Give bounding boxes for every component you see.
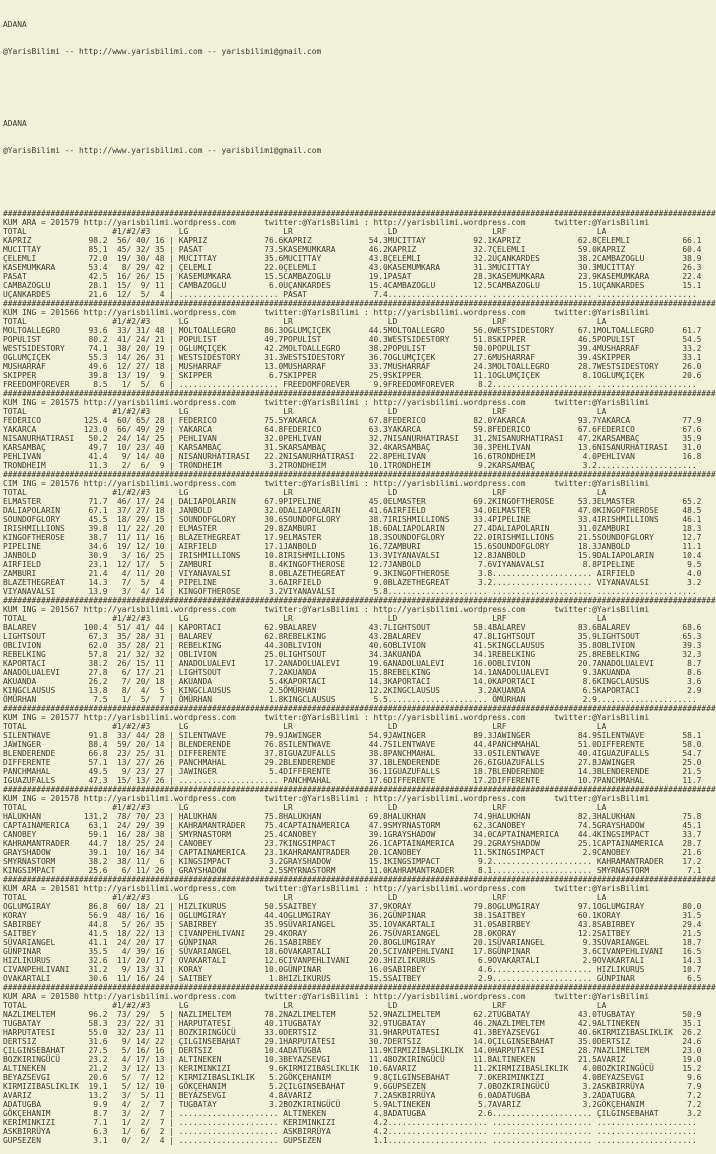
data-row: JAWINGER 88.4 59/ 20/ 14 | BLENDERENDE 76.8SILENTWAVE 44.7SILENTWAVE 44.4PANCHMAHAL 51.0DIFFERENTE 58.0 <box>3 740 702 749</box>
data-row: HIZLIKURUS 32.6 11/ 20/ 17 | OVAKARTALI 12.6CIVANPEHLIVANI 20.3HIZLIKURUS 6.9OVAKARTALI 2.9OVAKARTALI 14.3 <box>3 956 702 965</box>
data-row: KINGSIMPACT 25.6 6/ 11/ 26 | GRAYSHADOW 2.5SMYRNASTORM 11.0KAHRAMANTRADER 8.1..................... SMYRNASTORM 7.1 <box>3 866 702 875</box>
block-header: KUM ING = 201567 http://yarisbilimi.wordpress.com twitter:@YarisBilimi : http://yarisbilimi.wordpress.com twitter:@YarisBilimi <box>3 605 650 614</box>
data-row: ÇILGINSEBAHAT 27.5 5/ 16/ 16 | DERTSIZ 10.4ADATUGBA 11.9KIRMIZIBASLIKLIK 14.0HARPUTATESI 28.7NAZLIMELTEM 23.0 <box>3 1046 702 1055</box>
data-row: CIVANPEHLIVANI 31.2 9/ 13/ 31 | KORAY 10.0GÜNPINAR 16.0SABIRBEY 4.6..................... HIZLIKURUS 10.7 <box>3 965 702 974</box>
data-row: SILENTWAVE 91.8 33/ 44/ 28 | SILENTWAVE 79.9JAWINGER 54.9JAWINGER 89.3JAWINGER 84.9SILENTWAVE 58.1 <box>3 731 702 740</box>
data-row: HARPUTATESI 55.0 32/ 23/ 11 | BOZKIRINGÜCÜ 33.0DERTSIZ 31.9HARPUTATESI 41.3BEYAZSEVGI 40.6KIRMIZIBASLIKLIK 26.2 <box>3 1028 702 1037</box>
byline-repeat: @YarisBilimi -- http://www.yarisbilimi.com -- yarisbilimi@gmail.com <box>3 146 322 155</box>
data-row: MOLTOALLEGRO 93.6 33/ 31/ 48 | MOLTOALLEGRO 86.3OGLUMÇIÇEK 44.5MOLTOALLEGRO 56.0WESTSIDESTORY 67.1MOLTOALLEGRO 61.7 <box>3 326 702 335</box>
data-row: GÖKÇEHANIM 8.7 3/ 2/ 7 | ..................... ALTINEKEN 4.8ADATUGBA 2.6..................... ÇILGINSEBAHAT 3.2 <box>3 1109 702 1118</box>
column-header-row: TOTAL #1/#2/#3 LG LR LD LRF LA <box>3 722 607 731</box>
data-row: ZAMBURI 21.4 4/ 11/ 20 | VIYANAVALSI 8.0BLAZETHEGREAT 9.3KINGOFTHEROSE 3.8..................... AIRFIELD 4.0 <box>3 569 702 578</box>
data-row: HALUKHAN 131.2 78/ 70/ 23 | HALUKHAN 75.8HALUKHAN 69.8HALUKHAN 74.9HALUKHAN 82.3HALUKHAN 75.8 <box>3 812 702 821</box>
data-row: KAPRIZ 98.2 56/ 40/ 16 | KAPRIZ 76.6KAPRIZ 54.3MUCITTAY 92.1KAPRIZ 62.8ÇELEMLI 66.1 <box>3 236 702 245</box>
data-row: DIFFERENTE 57.1 13/ 27/ 26 | PANCHMAHAL 29.2BLENDERENDE 37.1BLENDERENDE 26.6IGUAZUFALLS 27.8JAWINGER 25.0 <box>3 758 702 767</box>
race-block <box>3 596 716 704</box>
data-row: UÇANKARDES 21.6 12/ 5/ 4 | ..................... PASAT 7.4..................... ..................... ..................... <box>3 290 702 299</box>
data-row: FEDERICO 125.4 60/ 65/ 28 | FEDERICO 75.5YAKARCA 67.8FEDERICO 82.0YAKARCA 93.7YAKARCA 77.9 <box>3 416 702 425</box>
block-header: KUM ARA = 201580 http://yarisbilimi.wordpress.com twitter:@YarisBilimi : http://yarisbilimi.wordpress.com twitter:@YarisBilimi <box>3 992 650 1001</box>
track-name: ADANA <box>3 20 27 29</box>
separator-line: ###################################################################################################################################################### <box>3 875 716 884</box>
data-row: BEYAZSEVGI 20.6 5/ 7/ 12 | KIRMIZIBASLIKLIK 5.2GÖKÇEHANIM 9.8ÇILGINSEBAHAT 7.0KERIMINKIZI 4.0BEYAZSEVGI 9.6 <box>3 1073 702 1082</box>
block-header: KUM ARA = 201581 http://yarisbilimi.wordpress.com twitter:@YarisBilimi : http://yarisbilimi.wordpress.com twitter:@YarisBilimi <box>3 884 650 893</box>
data-row: PEHLIVAN 41.4 9/ 14/ 40 | NISANURHATIRASI 22.2NISANURHATIRASI 22.8PEHLIVAN 16.6TRONDHEIM 4.0PEHLIVAN 16.8 <box>3 452 702 461</box>
data-row: NAZLIMELTEM 96.2 73/ 29/ 5 | NAZLIMELTEM 78.2NAZLIMELTEM 52.9NAZLIMELTEM 62.2TUGBATAY 43.0TUGBATAY 50.9 <box>3 1010 702 1019</box>
data-row: MUSHARRAF 49.6 12/ 27/ 18 | MUSHARRAF 13.0MUSHARRAF 33.7MUSHARRAF 24.3MOLTOALLEGRO 28.7WESTSIDESTORY 26.0 <box>3 362 702 371</box>
data-row: KORAY 56.9 48/ 16/ 16 | OGLUMGIRAY 44.4OGLUMGIRAY 36.2GÜNPINAR 38.1SAITBEY 60.1KORAY 31.5 <box>3 911 702 920</box>
data-row: TUGBATAY 58.3 23/ 22/ 31 | HARPUTATESI 40.1TUGBATAY 32.9TUGBATAY 46.2NAZLIMELTEM 42.9ALTINEKEN 35.1 <box>3 1019 702 1028</box>
data-row: ANADOLUALEVI 27.8 6/ 17/ 21 | LIGHTSOUT 7.2AKUANDA 15.8REBELKING 14.1ANADOLUALEVI 9.3AKUANDA 8.6 <box>3 668 702 677</box>
separator-line: ###################################################################################################################################################### <box>3 470 716 479</box>
data-row: ALTINEKEN 21.2 3/ 12/ 13 | KERIMINKIZI 9.6KIRMIZIBASLIKLIK 10.6AVARIZ 11.2KIRMIZIBASLIKLIK 4.0BOZKIRINGÜCÜ 15.2 <box>3 1064 702 1073</box>
data-row: KARSAMBAÇ 49.7 10/ 23/ 40 | KARSAMBAÇ 31.5KARSAMBAÇ 32.4KARSAMBAÇ 30.3PEHLIVAN 13.6NISANURHATIRASI 31.0 <box>3 443 702 452</box>
separator-line: ###################################################################################################################################################### <box>3 299 716 308</box>
data-row: VIYANAVALSI 13.9 3/ 4/ 14 | KINGOFTHEROSE 3.2VIYANAVALSI 5.8..................... ..................... ..................... <box>3 587 702 596</box>
separator-line: ###################################################################################################################################################### <box>3 209 716 218</box>
separator-line: ###################################################################################################################################################### <box>3 785 716 794</box>
data-row: AIRFIELD 23.1 12/ 17/ 5 | ZAMBURI 8.4KINGOFTHEROSE 12.7JANBOLD 7.6VIYANAVALSI 8.8PIPELINE 9.5 <box>3 560 702 569</box>
block-header: KUM ING = 201578 http://yarisbilimi.wordpress.com twitter:@YarisBilimi : http://yarisbilimi.wordpress.com twitter:@YarisBilimi <box>3 794 650 803</box>
data-row: BLENDERENDE 66.8 23/ 25/ 31 | DIFFERENTE 37.8IGUAZUFALLS 38.8PANCHMAHAL 33.0SILENTWAVE 40.4IGUAZUFALLS 54.7 <box>3 749 702 758</box>
race-blocks <box>3 209 716 1145</box>
data-row: CANOBEY 59.1 16/ 28/ 38 | SMYRNASTORM 25.4CANOBEY 39.1GRAYSHADOW 34.0CAPTAINAMERICA 44.4KINGSIMPACT 33.7 <box>3 830 702 839</box>
data-row: ELMASTER 71.7 46/ 17/ 24 | DALIAPOLARIN 67.9PIPELINE 45.0ELMASTER 69.2KINGOFTHEROSE 53.3ELMASTER 65.2 <box>3 497 702 506</box>
data-row: JANBOLD 30.9 3/ 16/ 25 | IRISHMILLIONS 10.8IRISHMILLIONS 13.3VIYANAVALSI 12.8JANBOLD 15.9DALIAPOLARIN 10.4 <box>3 551 702 560</box>
separator-line: ###################################################################################################################################################### <box>3 596 716 605</box>
track-name-repeat: ADANA <box>3 119 27 128</box>
race-block <box>3 704 716 785</box>
data-row: NISANURHATIRASI 50.2 24/ 14/ 25 | PEHLIVAN 32.0PEHLIVAN 32.7NISANURHATIRASI 31.2NISANURHATIRASI 47.2KARSAMBAÇ 35.9 <box>3 434 702 443</box>
data-row: KINGCLAUSUS 13.8 8/ 4/ 5 | KINGCLAUSUS 2.5ÖMÜRHAN 12.2KINGCLAUSUS 3.2AKUANDA 6.5KAPORTACI 2.9 <box>3 686 702 695</box>
spacer <box>3 74 700 101</box>
data-row: LIGHTSOUT 67.3 35/ 28/ 31 | BALAREV 62.8REBELKING 43.2BALAREV 47.8LIGHTSOUT 35.9LIGHTSOUT 65.3 <box>3 632 702 641</box>
data-row: PANCHMAHAL 49.5 9/ 23/ 27 | JAWINGER 5.4DIFFERENTE 36.1IGUAZUFALLS 18.7BLENDERENDE 14.3BLENDERENDE 21.5 <box>3 767 702 776</box>
data-row: GUPSEZEN 3.1 0/ 2/ 4 | ..................... GUPSEZEN 1.1..................... ..................... ..................... <box>3 1136 702 1145</box>
data-row: GÜNPINAR 35.5 4/ 39/ 16 | SÜVARIANGEL 18.6OVAKARTALI 20.5CIVANPEHLIVANI 17.8GÜNPINAR 3.6CIVANPEHLIVANI 16.5 <box>3 947 702 956</box>
race-block <box>3 389 716 470</box>
data-row: KASEMUMKARA 53.4 8/ 29/ 42 | ÇELEMLI 22.0ÇELEMLI 43.0KASEMUMKARA 31.3MUCITTAY 30.3MUCITTAY 26.3 <box>3 263 702 272</box>
data-row: AVARIZ 13.2 3/ 5/ 11 | BEYAZSEVGI 4.8AVARIZ 7.2ASKBIRRÜYA 6.0ADATUGBA 3.2ADATUGBA 7.2 <box>3 1091 702 1100</box>
data-row: SAITBEY 41.5 18/ 22/ 13 | CIVANPEHLIVANI 29.4KORAY 26.7SÜVARIANGEL 28.0KORAY 12.2SAITBEY 21.5 <box>3 929 702 938</box>
block-header: KUM ARA = 201579 http://yarisbilimi.wordpress.com twitter:@YarisBilimi : http://yarisbilimi.wordpress.com twitter:@YarisBilimi <box>3 218 650 227</box>
data-row: OBLIVION 62.0 35/ 28/ 21 | REBELKING 44.3OBLIVION 40.6OBLIVION 41.5KINGCLAUSUS 35.8OBLIVION 39.3 <box>3 641 702 650</box>
data-row: ÇELEMLI 72.0 19/ 30/ 48 | MUCITTAY 35.6MUCITTAY 43.8ÇELEMLI 32.2UÇANKARDES 38.2CAMBAZOGLU 38.9 <box>3 254 702 263</box>
data-row: PASAT 42.5 16/ 26/ 15 | KASEMUMKARA 15.5CAMBAZOGLU 19.1PASAT 28.3KASEMUMKARA 23.9KASEMUMKARA 22.4 <box>3 272 702 281</box>
data-row: CAMBAZOGLU 28.1 15/ 9/ 11 | CAMBAZOGLU 6.0UÇANKARDES 15.4CAMBAZOGLU 12.5CAMBAZOGLU 15.1UÇANKARDES 15.1 <box>3 281 702 290</box>
column-header-row: TOTAL #1/#2/#3 LG LR LD LRF LA <box>3 614 607 623</box>
spacer <box>3 173 700 191</box>
column-header-row: TOTAL #1/#2/#3 LG LR LD LRF LA <box>3 1001 607 1010</box>
column-header-row: TOTAL #1/#2/#3 LG LR LD LRF LA <box>3 407 607 416</box>
column-header-row: TOTAL #1/#2/#3 LG LR LD LRF LA <box>3 803 607 812</box>
data-row: SOUNDOFGLORY 45.5 18/ 29/ 15 | SOUNDOFGLORY 30.6SOUNDOFGLORY 38.7IRISHMILLIONS 33.4PIPELINE 33.4IRISHMILLIONS 46.1 <box>3 515 702 524</box>
data-row: ADATUGBA 9.9 4/ 2/ 7 | TUGBATAY 3.2BOZKIRINGÜCÜ 5.9ALTINEKEN 5.7AVARIZ 3.2GÖKÇEHANIM 7.2 <box>3 1100 702 1109</box>
data-row: AKUANDA 26.2 7/ 20/ 18 | AKUANDA 5.4KAPORTACI 14.3KAPORTACI 14.0KAPORTACI 8.6KINGCLAUSUS 3.6 <box>3 677 702 686</box>
race-block <box>3 470 716 596</box>
data-row: TRONDHEIM 11.3 2/ 6/ 9 | TRONDHEIM 3.2TRONDHEIM 10.1TRONDHEIM 9.2KARSAMBAÇ 3.2..................... <box>3 461 702 470</box>
data-row: DERTSIZ 31.6 9/ 14/ 22 | ÇILGINSEBAHAT 29.1HARPUTATESI 30.7DERTSIZ 14.0ÇILGINSEBAHAT 35.0DERTSIZ 24.6 <box>3 1037 702 1046</box>
column-header-row: TOTAL #1/#2/#3 LG LR LD LRF LA <box>3 317 607 326</box>
race-block <box>3 785 716 875</box>
block-header: KUM ING = 201566 http://yarisbilimi.wordpress.com twitter:@YarisBilimi : http://yarisbilimi.wordpress.com twitter:@YarisBilimi <box>3 308 650 317</box>
column-header-row: TOTAL #1/#2/#3 LG LR LD LRF LA <box>3 488 607 497</box>
byline: @YarisBilimi -- http://www.yarisbilimi.com -- yarisbilimi@gmail.com <box>3 47 322 56</box>
data-row: KAHRAMANTRADER 44.7 18/ 25/ 24 | CANOBEY 23.7KINGSIMPACT 26.1CAPTAINAMERICA 29.2GRAYSHADOW 25.1CAPTAINAMERICA 28.7 <box>3 839 702 848</box>
block-header: KUM ING = 201577 http://yarisbilimi.wordpress.com twitter:@YarisBilimi : http://yarisbilimi.wordpress.com twitter:@YarisBilimi <box>3 713 650 722</box>
data-row: KAPORTACI 38.2 26/ 15/ 11 | ANADOLUALEVI 17.2ANADOLUALEVI 19.6ANADOLUALEVI 16.0OBLIVION 20.7ANADOLUALEVI 8.7 <box>3 659 702 668</box>
data-row: BOZKIRINGÜCÜ 23.2 4/ 17/ 13 | ALTINEKEN 10.3BEYAZSEVGI 11.4BOZKIRINGÜCÜ 11.8ALTINEKEN 21.5AVARIZ 19.0 <box>3 1055 702 1064</box>
block-header: CIM ING = 201576 http://yarisbilimi.wordpress.com twitter:@YarisBilimi : http://yarisbilimi.wordpress.com twitter:@YarisBilimi <box>3 479 650 488</box>
separator-line: ###################################################################################################################################################### <box>3 389 716 398</box>
data-row: KINGOFTHEROSE 38.7 11/ 11/ 16 | BLAZETHEGREAT 17.9ELMASTER 18.3SOUNDOFGLORY 22.0IRISHMILLIONS 21.5SOUNDOFGLORY 12.7 <box>3 533 702 542</box>
data-row: CAPTAINAMERICA 63.1 24/ 29/ 39 | KAHRAMANTRADER 75.4CAPTAINAMERICA 47.9SMYRNASTORM 62.3CANOBEY 74.5GRAYSHADOW 45.1 <box>3 821 702 830</box>
race-block <box>3 983 716 1145</box>
data-row: OVAKARTALI 30.6 11/ 16/ 24 | SAITBEY 1.8HIZLIKURUS 15.5SAITBEY 2.9..................... GÜNPINAR 6.5 <box>3 974 702 983</box>
data-row: MUCITTAY 85.1 45/ 32/ 35 | PASAT 73.5KASEMUMKARA 46.2KAPRIZ 32.7ÇELEMLI 59.0KAPRIZ 60.4 <box>3 245 702 254</box>
column-header-row: TOTAL #1/#2/#3 LG LR LD LRF LA <box>3 227 607 236</box>
data-row: KERIMINKIZI 7.1 1/ 2/ 7 | ..................... KERIMINKIZI 4.2..................... ..................... ..................... <box>3 1118 702 1127</box>
separator-line: ###################################################################################################################################################### <box>3 983 716 992</box>
data-row: SÜVARIANGEL 41.1 24/ 20/ 17 | GÜNPINAR 26.1SABIRBEY 20.8OGLUMGIRAY 20.1SÜVARIANGEL 9.3SÜVARIANGEL 18.7 <box>3 938 702 947</box>
data-row: IGUAZUFALLS 47.3 15/ 13/ 26 | ..................... PANCHMAHAL 17.6DIFFERENTE 17.2DIFFERENTE 10.7PANCHMAHAL 11.7 <box>3 776 702 785</box>
data-row: OGLUMÇIÇEK 55.3 14/ 26/ 31 | WESTSIDESTORY 31.3WESTSIDESTORY 36.7OGLUMÇIÇEK 27.6MUSHARRAF 39.4SKIPPER 33.1 <box>3 353 702 362</box>
data-row: DALIAPOLARIN 67.1 37/ 27/ 18 | JANBOLD 32.0DALIAPOLARIN 41.6AIRFIELD 34.0ELMASTER 47.0KINGOFTHEROSE 48.5 <box>3 506 702 515</box>
race-block <box>3 299 716 389</box>
data-row: BLAZETHEGREAT 14.3 7/ 5/ 4 | PIPELINE 3.6AIRFIELD 9.0BLAZETHEGREAT 3.2..................... VIYANAVALSI 3.2 <box>3 578 702 587</box>
race-block <box>3 875 716 983</box>
data-row: SABIRBEY 44.8 5/ 26/ 35 | SABIRBEY 35.9SÜVARIANGEL 35.1OVAKARTALI 31.0SABIRBEY 43.8SABIRBEY 29.4 <box>3 920 702 929</box>
data-row: GRAYSHADOW 39.1 10/ 16/ 34 | CAPTAINAMERICA 23.1KAHRAMANTRADER 20.1CANOBEY 11.5KINGSIMPACT 2.9CANOBEY 21.6 <box>3 848 702 857</box>
data-row: POPULIST 80.2 41/ 24/ 21 | POPULIST 49.7POPULIST 40.3WESTSIDESTORY 51.8SKIPPER 46.5POPULIST 54.5 <box>3 335 702 344</box>
data-row: SMYRNASTORM 38.2 38/ 11/ 6 | KINGSIMPACT 3.2GRAYSHADOW 15.1KINGSIMPACT 9.2..................... KAHRAMANTRADER 17.2 <box>3 857 702 866</box>
data-row: FREEDOMFOREVER 8.5 1/ 5/ 6 | ..................... FREEDOMFOREVER 9.9FREEDOMFOREVER 8.2..................... ..................... <box>3 380 702 389</box>
data-row: WESTSIDESTORY 74.1 38/ 20/ 19 | OGLUMÇIÇEK 42.2MOLTOALLEGRO 38.2POPULIST 50.0POPULIST 39.4MUSHARRAF 33.2 <box>3 344 702 353</box>
data-row: IRISHMILLIONS 39.8 11/ 22/ 20 | ELMASTER 29.8ZAMBURI 18.6DALIAPOLARIN 27.4DALIAPOLARIN 31.0ZAMBURI 18.3 <box>3 524 702 533</box>
data-row: ÖMÜRHAN 7.5 1/ 5/ 7 | ÖMÜRHAN 1.8KINGCLAUSUS 5.5..................... ÖMÜRHAN 2.9..................... <box>3 695 702 704</box>
data-row: YAKARCA 123.0 66/ 49/ 29 | YAKARCA 64.8FEDERICO 63.3YAKARCA 59.8FEDERICO 67.6FEDERICO 67.6 <box>3 425 702 434</box>
data-row: ASKBIRRÜYA 6.3 1/ 6/ 2 | ..................... ASKBIRRÜYA 4.2..................... ..................... ..................... <box>3 1127 702 1136</box>
race-block <box>3 209 716 299</box>
data-row: REBELKING 57.8 21/ 32/ 32 | OBLIVION 25.0LIGHTSOUT 34.3AKUANDA 34.1REBELKING 25.8REBELKING 32.3 <box>3 650 702 659</box>
block-header: KUM ING = 201575 http://yarisbilimi.wordpress.com twitter:@YarisBilimi : http://yarisbilimi.wordpress.com twitter:@YarisBilimi <box>3 398 650 407</box>
separator-line: ###################################################################################################################################################### <box>3 704 716 713</box>
data-row: SKIPPER 39.8 13/ 19/ 9 | SKIPPER 6.7SKIPPER 25.9SKIPPER 11.1OGLUMÇIÇEK 8.1OGLUMÇIÇEK 20.6 <box>3 371 702 380</box>
data-row: PIPELINE 34.6 19/ 12/ 10 | AIRFIELD 17.1JANBOLD 16.7ZAMBURI 15.6SOUNDOFGLORY 18.3JANBOLD 11.1 <box>3 542 702 551</box>
data-row: OGLUMGIRAY 86.8 60/ 18/ 21 | HIZLIKURUS 50.5SAITBEY 37.9KORAY 79.8OGLUMGIRAY 97.1OGLUMGIRAY 80.0 <box>3 902 702 911</box>
data-row: KIRMIZIBASLIKLIK 19.1 5/ 12/ 10 | GÖKÇEHANIM 5.2ÇILGINSEBAHAT 9.6GUPSEZEN 7.0BOZKIRINGÜCÜ 3.2ASKBIRRÜYA 7.9 <box>3 1082 702 1091</box>
column-header-row: TOTAL #1/#2/#3 LG LR LD LRF LA <box>3 893 607 902</box>
data-row: BALAREV 100.4 51/ 41/ 44 | KAPORTACI 62.9BALAREV 43.7LIGHTSOUT 58.4BALAREV 83.6BALAREV 68.6 <box>3 623 702 632</box>
